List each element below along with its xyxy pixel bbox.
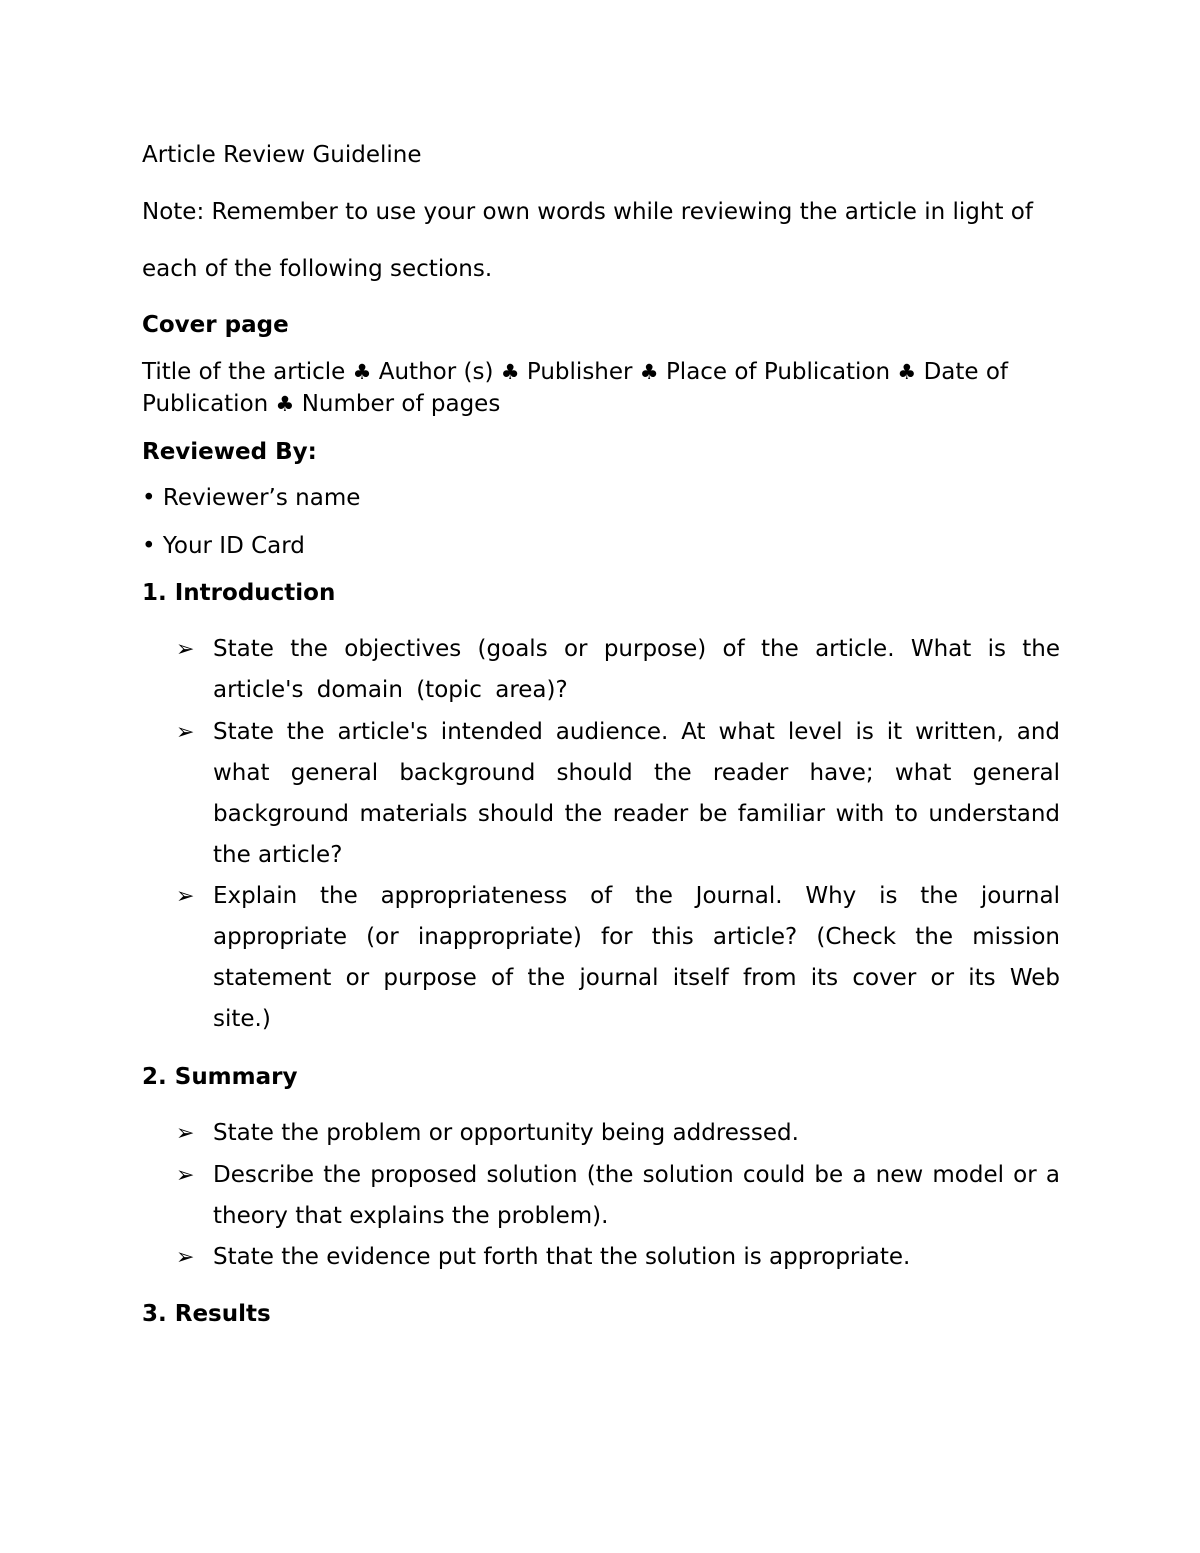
club-icon: ♣ xyxy=(897,360,917,384)
list-item xyxy=(176,629,1060,711)
list-item-text: State the problem or opportunity being addressed. xyxy=(213,1120,799,1146)
bullet-icon: • xyxy=(142,485,156,511)
club-icon: ♣ xyxy=(500,360,520,384)
arrow-bullet-icon: ➢ xyxy=(176,1163,195,1188)
cover-field-pages: Number of pages xyxy=(301,391,501,417)
document-title: Article Review Guideline xyxy=(142,142,422,168)
arrow-bullet-icon: ➢ xyxy=(176,1245,195,1270)
reviewer-id-label: Your ID Card xyxy=(162,533,305,559)
cover-field-date: Date of xyxy=(923,359,1009,385)
reviewed-by-heading: Reviewed By: xyxy=(142,439,317,465)
cover-field-title: Title of the article xyxy=(142,359,346,385)
list-item xyxy=(176,1113,1060,1154)
reviewer-item xyxy=(142,535,305,558)
list-item-text: Explain the appropriateness of the Journal. Why is the journal appropriate (or inappropriate) for this article? (Check the mission statement or purpose of the journal itself from its cover or its Web site.) xyxy=(213,883,1060,1032)
list-item-text: State the article's intended audience. At what level is it written, and what general background should the reader have; what general background materials should the reader be familiar with to understand the article? xyxy=(213,719,1060,868)
club-icon: ♣ xyxy=(639,360,659,384)
note-line-1: Note: Remember to use your own words while reviewing the article in light of xyxy=(142,199,1033,225)
note-line-2: each of the following sections. xyxy=(142,256,493,282)
reviewer-name-label: Reviewer’s name xyxy=(162,485,361,511)
cover-field-author: Author (s) xyxy=(378,359,494,385)
list-item-text: State the evidence put forth that the solution is appropriate. xyxy=(213,1244,911,1270)
section-heading-summary: 2. Summary xyxy=(142,1064,298,1090)
list-item xyxy=(176,1237,1060,1278)
list-item-text: State the objectives (goals or purpose) of the article. What is the article's domain (topic area)? xyxy=(213,636,1060,703)
list-item-text: Describe the proposed solution (the solution could be a new model or a theory that explains the problem). xyxy=(213,1162,1060,1229)
cover-field-place: Place of Publication xyxy=(665,359,891,385)
list-item xyxy=(176,876,1060,1040)
arrow-bullet-icon: ➢ xyxy=(176,720,195,745)
cover-field-publisher: Publisher xyxy=(526,359,633,385)
section-heading-introduction: 1. Introduction xyxy=(142,580,336,606)
cover-page-heading: Cover page xyxy=(142,312,289,338)
arrow-bullet-icon: ➢ xyxy=(176,884,195,909)
section-heading-results: 3. Results xyxy=(142,1301,271,1327)
reviewer-item xyxy=(142,487,360,510)
arrow-bullet-icon: ➢ xyxy=(176,637,195,662)
cover-fields-line-1 xyxy=(142,361,1008,384)
cover-field-publication: Publication xyxy=(142,391,269,417)
cover-fields-line-2 xyxy=(142,393,500,416)
club-icon: ♣ xyxy=(275,392,295,416)
club-icon: ♣ xyxy=(352,360,372,384)
arrow-bullet-icon: ➢ xyxy=(176,1121,195,1146)
bullet-icon: • xyxy=(142,533,156,559)
list-item xyxy=(176,1155,1060,1237)
list-item xyxy=(176,712,1060,876)
